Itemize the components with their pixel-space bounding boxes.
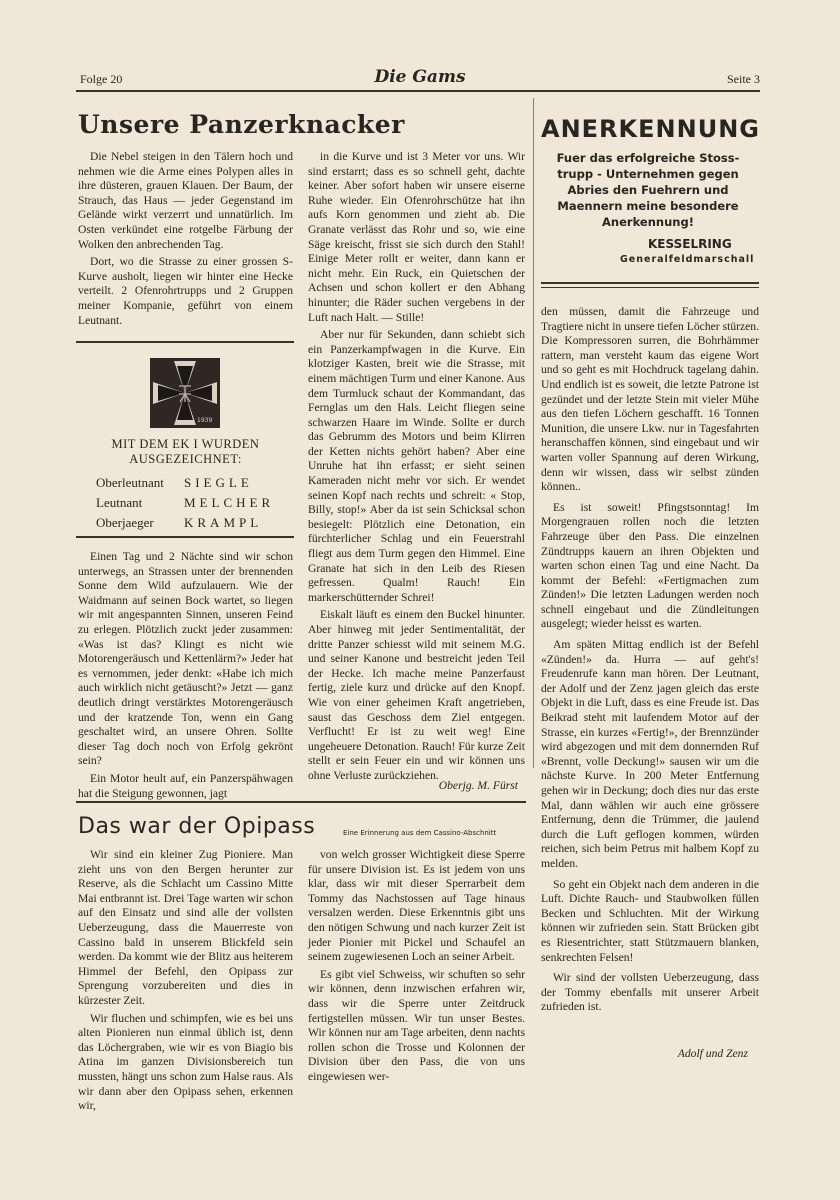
paragraph: Am späten Mittag endlich ist der Befehl «Zünden!» da. Hurra — auf geht's! Freudenrufe kann man hören. Der Leutnant, der Adolf und der Zenz jagen gleich das erste Objekt in die Luft, dass es eine Freude ist. Das Beikrad steht mit laufendem Motor auf der Strasse, ein kurzes «Fertig!», der Brennzünder wird abgezogen und mit dem donnernden Ruf «Brennt, volle Deckung!» sausen wir um die nächste Kurve. In 200 Meter Entfernung gehen wir in Deckung; doch dies nur das erste Mal, dann wählen wir auch eine grössere Entfernung, denn die Trümmer, die jaulend durch die Luft geflogen kommen, würden reichen, sich beim Petrus mit halbem Kopf zu melden. xyxy=(541,638,759,870)
paragraph: Einen Tag und 2 Nächte sind wir schon unterwegs, an Strassen unter der brennenden Sonne dem Wild aufzulauern. Wie der Waidmann auf seinen Bock wartet, so liegen wir mit angespannten Sinnen, unseren Feind zu erlegen. Plötzlich zuckt jeder zusammen: «Was ist das? Klingt es nicht wie Motorengeräusch und Kettenlärm?» Jeder hat es vernommen, jeder denkt: «Habe ich mich auch wirklich nicht getäuscht?» Jetzt — ganz deutlich dringt verstärktes Motorengeräusch und der kratzende Ton, wenn ein Gang geschaltet wird, an unsere Ohren. Sollte dieser Tag doch noch von Erfolg gekrönt sein? xyxy=(78,550,293,768)
anerkennung-line: Fuer das erfolgreiche Stoss- xyxy=(556,151,740,165)
article1-column1-top xyxy=(78,150,293,328)
divider xyxy=(541,282,759,284)
award-heading-line1: MIT DEM EK I WURDEN xyxy=(111,437,260,451)
award-heading-line2: AUSGEZEICHNET: xyxy=(129,452,242,466)
award-rank: Oberjaeger xyxy=(96,515,154,530)
anerkennung-line: Maennern meine besondere xyxy=(557,199,739,213)
paragraph: Dort, wo die Strasse zu einer grossen S-Kurve ausholt, liegen wir hinter eine Hecke verteilt. 2 Ofenrohrtrupps und 2 Gruppen meiner Kompanie, geführt von einem Leutnant. xyxy=(78,255,293,327)
paragraph: Wir sind der vollsten Ueberzeugung, dass der Tommy ebenfalls mit unserer Arbeit zufrieden ist. xyxy=(541,971,759,1014)
article1-signature: Oberjg. M. Fürst xyxy=(438,779,518,792)
award-rank: Leutnant xyxy=(96,495,143,510)
award-row xyxy=(96,513,274,533)
paragraph: Ein Motor heult auf, ein Panzerspähwagen hat die Steigung gewonnen, jagt xyxy=(78,771,293,800)
article-subtitle: Eine Erinnerung aus dem Cassino-Abschnitt xyxy=(343,829,497,837)
paragraph: in die Kurve und ist 3 Meter vor uns. Wir sind erstarrt; dass es so schnell geht, dachte keiner. Aber sofort haben wir unsere eiserne Ruhe wieder. Ein Ofenrohrschütze hat ihn aufs Korn genommen und zieht ab. Die Granate verlässt das Rohr und so, wie eine Säge kreischt, frisst sie sich durch den Stahl! Einige Meter rollt er weiter, dann kann er nicht mehr. Ein Ruck, ein Quietschen der Achsen und schon kollert er den Abhang hinunter; die Räder suchen vergebens in der Luft nach Halt. — Stille! xyxy=(308,150,525,324)
award-name: MELCHER xyxy=(184,495,275,510)
paragraph: Die Nebel steigen in den Tälern hoch und nehmen wie die Arme eines Polypen alles in ihre düsteren, grauen Klauen. Der Baum, der Strauch, das Haus — jeder Gegenstand im Gelände wirkt verzerrt und unnatürlich. Im Osten verkündet eine rotgelbe Färbung der Wolken den anbrechenden Tag. xyxy=(78,150,293,251)
paragraph: von welch grosser Wichtigkeit diese Sperre für unsere Division ist. Es ist jedem von uns klar, dass wir mit dieser Sperrarbeit dem Tommy das Nachstossen auf Tage hinaus versalzen werden. Diese Erkenntnis gibt uns den nötigen Schwung und nach kurzer Zeit ist jeder Pionier mit Pickel und Schaufel an seinem zugewiesenen Loch an seiner Arbeit. xyxy=(308,848,525,964)
header-rule xyxy=(76,90,760,92)
article-title-panzerknacker: Unsere Panzerknacker xyxy=(78,110,405,139)
award-list xyxy=(96,473,274,533)
divider xyxy=(541,287,759,288)
paragraph: Es gibt viel Schweiss, wir schuften so sehr wir können, denn inzwischen erfahren wir, dass wir die Sperre unter Zeitdruck fertigstellen müssen. Wir tun unser Bestes. Wir können nur am Tage arbeiten, denn nachts rollen schon die Trosse und Kolonnen der Division über den Pass, die von uns eingewiesen wer- xyxy=(308,967,525,1083)
article2-column2 xyxy=(308,848,525,1085)
issue-number: Folge 20 xyxy=(80,72,123,86)
paragraph: den müssen, damit die Fahrzeuge und Tragtiere nicht in unsere tiefen Löcher stürzen. Die Kompressoren surren, die Bohrhämmer rattern, man versteht kaum das eigene Wort und so geht es mit Hochdruck tagelang dahin. Und endlich ist es soweit, die letzte Patrone ist gezündet und der letzte Stein mit vieler Mühe aus den tiefen Löchern geschafft. 16 Tonnen Munition, die unsere Lkw. nur in Tagesfahrten heranschaffen können, sind eingebaut und wir warten voller Spannung auf deren Wirkung, denn wir wissen, dass wir selbst zünden können.. xyxy=(541,305,759,494)
article1-column1-bottom xyxy=(78,550,293,801)
paragraph: Wir fluchen und schimpfen, wie es bei uns alten Pionieren nun einmal üblich ist, denn das Löchergraben, wie wir es von Biagio bis Atina im ganzen Divisionsbereich tun mussten, hängt uns schon zum Halse raus. Als wir dann aber den Opipass sehen, erkennen wir, xyxy=(78,1011,293,1113)
anerkennung-signer-title: Generalfeldmarschall xyxy=(620,254,755,265)
paragraph: Aber nur für Sekunden, dann schiebt sich ein Panzerkampfwagen in die Kurve. Ein klotziger Kasten, breit wie die Strasse, mit einem mächtigen Turm und einer Kanone. Aus dem Turmluck schaut der Kommandant, das Fernglas um den Hals. Leicht fliegen seine schwarzen Haare im Winde. Sollte er durch das Gebrumm des Motors und beim Klirren der Ketten nichts gehört haben? Aber eine Unruhe hat ihn erfasst; er sieht seinen Kameraden nicht mehr vor sich. Er wendet seinen Kopf nach rechts und schreit: « Stop, Billy, stop!» Aber da ist sein Schicksal schon besiegelt: Plötzlich eine Detonation, ein fürchterlicher Schlag und ein Feuerstrahl fliegt aus dem Turm gegen den Himmel. Eine Granate hat sich in den Leib des Riesen gefressen. Qualm! Rauch! Ein markerschütternder Schrei! xyxy=(308,328,525,604)
page-number: Seite 3 xyxy=(727,72,760,86)
award-row xyxy=(96,473,274,493)
anerkennung-line: trupp - Unternehmen gegen xyxy=(557,167,739,181)
award-name: SIEGLE xyxy=(184,475,253,490)
iron-cross-icon xyxy=(150,358,220,428)
newspaper-masthead: Die Gams xyxy=(374,67,466,87)
anerkennung-line: Abries den Fuehrern und xyxy=(567,183,729,197)
iron-cross-year: 1939 xyxy=(197,417,213,424)
divider xyxy=(76,341,294,343)
anerkennung-line: Anerkennung! xyxy=(602,215,694,229)
paragraph: Eiskalt läuft es einem den Buckel hinunter. Aber hinweg mit jeder Sentimentalität, der dritte Panzer schiesst wild mit seinem M.G. und seiner Kanone und bestreicht jeden Teil der Hecke. Ich mache meine Panzerfaust fertig, ziele kurz und drücke auf den Knopf. Wie von einer geheimen Kraft angetrieben, saust das Geschoss dem Ziel entgegen. Verflucht! Er ist zu weit weg! Eine ungeheuere Detonation. Rauch! Für kurze Zeit stellt er sein Feuer ein und wir können uns ohne Verluste zurückziehen. xyxy=(308,608,525,782)
divider xyxy=(76,536,294,538)
column-separator xyxy=(533,98,534,768)
award-row xyxy=(96,493,274,513)
article1-column2 xyxy=(308,150,525,784)
article2-signature: Adolf und Zenz xyxy=(677,1047,748,1060)
article2-column3 xyxy=(541,305,759,1015)
article-title-opipass: Das war der Opipass xyxy=(78,814,316,839)
divider xyxy=(76,801,526,803)
paragraph: Es ist soweit! Pfingstsonntag! Im Morgengrauen rollen noch die letzten Fahrzeuge über den Pass. Die einzelnen Zündtrupps kauern an ihren Objekten und warten schon einen Tag und eine Nacht. Da kommt der Befehl: «Fertigmachen zum Zünden!» Die letzten Ladungen werden noch schnell eingebaut und die Zündleitungen ausgelegt; wieder heisst es warten. xyxy=(541,500,759,631)
article2-column1 xyxy=(78,848,293,1114)
award-name: KRAMPL xyxy=(184,515,263,530)
anerkennung-signer: KESSELRING xyxy=(648,237,732,251)
award-rank: Oberleutnant xyxy=(96,475,164,490)
paragraph: So geht ein Objekt nach dem anderen in die Luft. Dichte Rauch- und Staubwolken füllen Becken und Schluchten. Mit der Wirkung können wir zufrieden sein. Statt Brücken gibt es Riesentrichter, statt Stützmauern blanken, senkrechten Felsen! xyxy=(541,877,759,964)
paragraph: Wir sind ein kleiner Zug Pioniere. Man zieht uns von den Bergen herunter zur Reserve, als die Schlacht um Cassino Mitte Mai entbrannt ist. Drei Tage warten wir schon auf den Einsatz und sind alle der vollsten Ueberzeugung, dass die Mauerreste von Cassino bald in unserem Blickfeld sein werden. Da kommt wie der Blitz aus heiterem Himmel der Befehl, den Opipass zur Sprengung vorzubereiten und dies in kürzester Zeit. xyxy=(78,848,293,1007)
anerkennung-text xyxy=(548,150,748,230)
anerkennung-title: ANERKENNUNG xyxy=(541,115,760,143)
